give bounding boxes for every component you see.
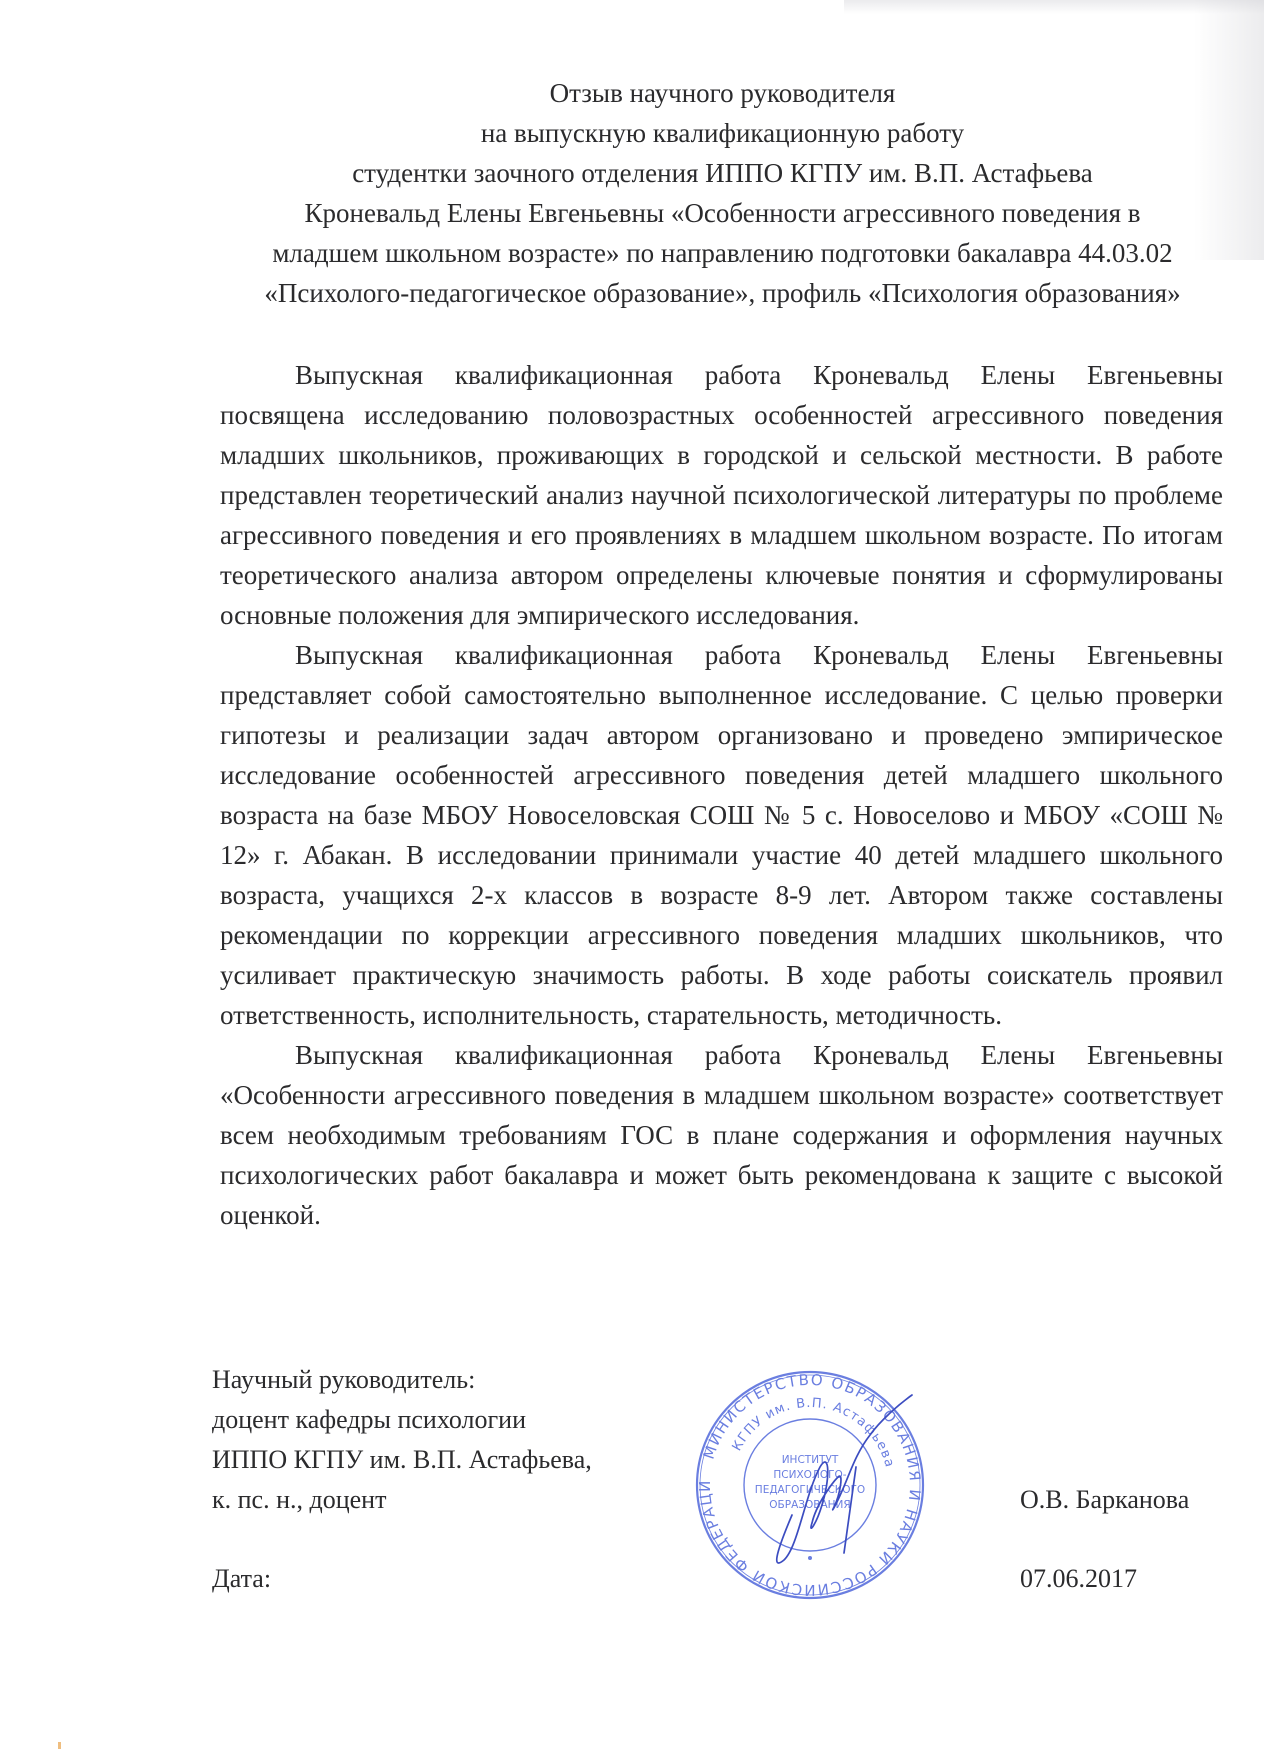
supervisor-degree: к. пс. н., доцент xyxy=(212,1485,387,1514)
header-line: «Психолого-педагогическое образование», профиль «Психология образования» xyxy=(264,278,1181,308)
supervisor-institution: ИППО КГПУ им. В.П. Астафьева, xyxy=(212,1445,592,1474)
header-line: на выпускную квалификационную работу xyxy=(480,118,965,148)
stamp-center-line: ПЕДАГОГИЧЕСКОГО xyxy=(754,1484,866,1496)
document-title: Отзыв научного руководителя xyxy=(549,78,896,108)
stamp-center-line: ОБРАЗОВАНИЯ xyxy=(769,1499,851,1511)
paragraph: Выпускная квалификационная работа Кроневальд Елены Евгеньевны представляет собой самостоятельно выполненное исследование. С целью проверки гипотезы и реализации задач автором организовано и проведено эмпирическое исследование особенностей агрессивного поведения детей младшего школьного возраста на базе МБОУ Новоселовская СОШ № 5 с. Новоселово и МБОУ «СОШ № 12» г. Абакан. В исследовании принимали участие 40 детей младшего школьного возраста, учащихся 2-х классов в возрасте 8-9 лет. Автором также составлены рекомендации по коррекции агрессивного поведения младших школьников, что усиливает практическую значимость работы. В ходе работы соискатель проявил ответственность, исполнительность, старательность, методичность. xyxy=(220,640,1223,1030)
signer-name: О.В. Барканова xyxy=(1020,1485,1190,1514)
stamp-outer-text: МИНИСТЕРСТВО ОБРАЗОВАНИЯ И НАУКИ РОССИЙСКОЙ ФЕДЕРАЦИИ • xyxy=(673,1341,925,1600)
official-stamp xyxy=(673,1341,940,1615)
date-label: Дата: xyxy=(212,1564,272,1593)
header-line: Кроневальд Елены Евгеньевны «Особенности агрессивного поведения в xyxy=(304,198,1141,228)
stamp-center-line: ИНСТИТУТ xyxy=(781,1454,839,1466)
scan-speck xyxy=(58,1742,61,1749)
scan-top-shadow xyxy=(844,0,1264,14)
header-line: младшем школьном возрасте» по направлению подготовки бакалавра 44.03.02 xyxy=(272,238,1173,268)
stamp-icon xyxy=(673,1341,940,1615)
sign-date: 07.06.2017 xyxy=(1020,1564,1137,1593)
stamp-inner-text: КГПУ им. В.П. Астафьева xyxy=(729,1395,897,1470)
stamp-dot xyxy=(808,1556,812,1560)
supervisor-position: доцент кафедры психологии xyxy=(212,1405,526,1434)
supervisor-label: Научный руководитель: xyxy=(212,1365,476,1394)
header-line: студентки заочного отделения ИППО КГПУ им. В.П. Астафьева xyxy=(352,158,1093,188)
review-body xyxy=(220,355,1223,1235)
supervisor-info xyxy=(212,1360,592,1520)
paragraph: Выпускная квалификационная работа Кроневальд Елены Евгеньевны посвящена исследованию половозрастных особенностей агрессивного поведения младших школьников, проживающих в городской и сельской местности. В работе представлен теоретический анализ научной психологической литературы по проблеме агрессивного поведения и его проявлениях в младшем школьном возрасте. По итогам теоретического анализа автором определены ключевые понятия и сформулированы основные положения для эмпирического исследования. xyxy=(220,360,1223,630)
document-header xyxy=(215,73,1230,313)
paragraph: Выпускная квалификационная работа Кроневальд Елены Евгеньевны «Особенности агрессивного поведения в младшем школьном возрасте» соответствует всем необходимым требованиям ГОС в плане содержания и оформления научных психологических работ бакалавра и может быть рекомендована к защите с высокой оценкой. xyxy=(220,1040,1223,1230)
stamp-center-line: ПСИХОЛОГО- xyxy=(773,1469,847,1481)
